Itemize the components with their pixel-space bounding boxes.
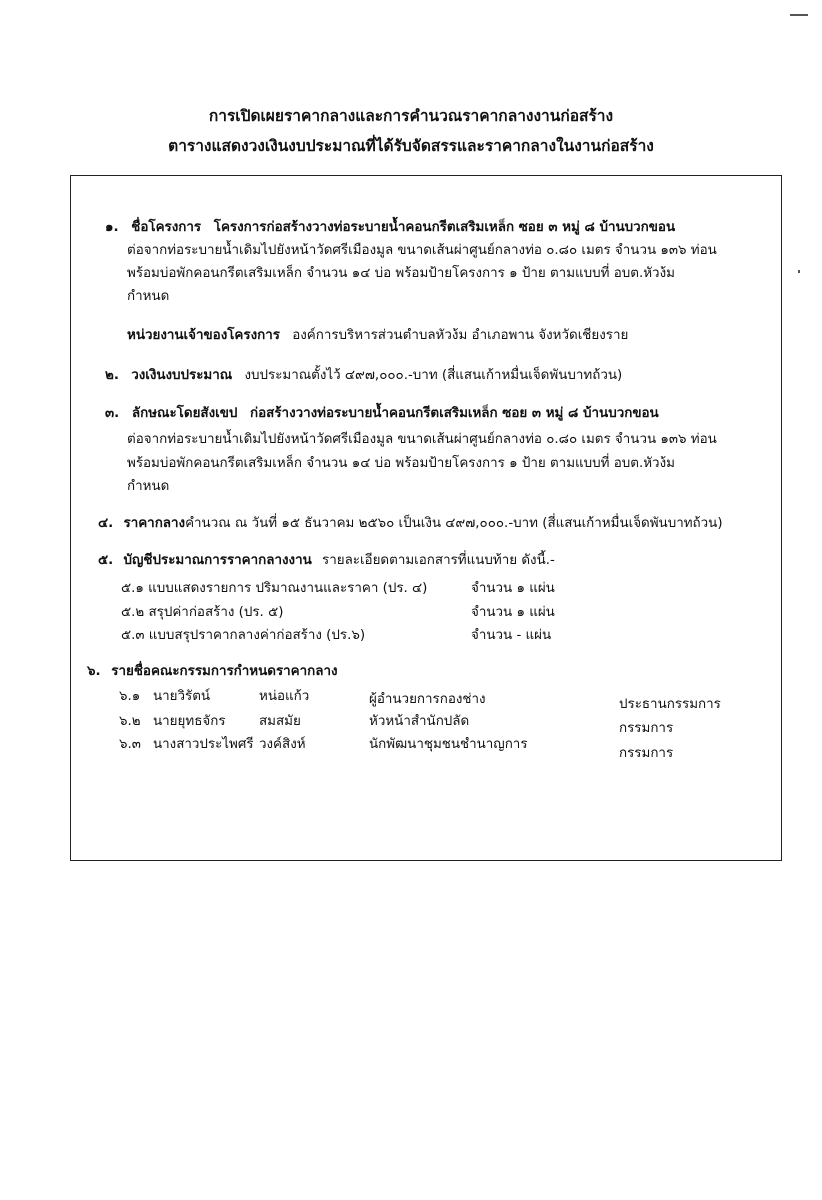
project-owner-label: หน่วยงานเจ้าของโครงการ (127, 328, 280, 343)
member-number: ๖.๒ (119, 714, 141, 729)
section-2 (105, 366, 622, 386)
member-number: ๖.๓ (119, 737, 141, 752)
member-role: ประธานกรรมการ (619, 697, 721, 712)
member-first-name: นางสาวประไพศรี (153, 737, 254, 752)
section-2-label: วงเงินงบประมาณ (131, 368, 233, 383)
section-5-value: รายละเอียดตามเอกสารที่แนบท้าย ดังนี้.- (322, 553, 555, 568)
estimate-item-qty: จำนวน ๑ แผ่น (471, 581, 555, 596)
section-3-label: ลักษณะโดยสังเขป (131, 406, 238, 421)
section-1-label: ชื่อโครงการ (131, 220, 202, 235)
member-role: กรรมการ (619, 746, 674, 761)
table-row (119, 687, 759, 715)
section-1-number: ๑. (105, 220, 119, 235)
project-owner-value: องค์การบริหารส่วนตำบลหัวง้ม อำเภอพาน จังหวัดเชียงราย (292, 328, 629, 343)
section-3-line-3: พร้อมบ่อพักคอนกรีตเสริมเหล็ก จำนวน ๑๔ บ่อ พร้อมป้ายโครงการ ๑ ป้าย ตามแบบที่ อบต.หัวง้ม (127, 456, 675, 471)
scan-mark-right-edge (798, 270, 800, 273)
member-last-name: สมสมัย (259, 714, 301, 729)
member-position: นักพัฒนาชุมชนชำนาญการ (369, 737, 528, 752)
page-title-line-1: การเปิดเผยราคากลางและการคำนวณราคากลางงานก่อสร้าง (208, 107, 614, 125)
section-2-number: ๒. (105, 368, 119, 383)
section-1-heading (105, 218, 675, 238)
list-item (121, 579, 621, 601)
section-6-label: รายชื่อคณะกรรมการกำหนดราคากลาง (111, 664, 338, 679)
section-1-line-1: โครงการก่อสร้างวางท่อระบายน้ำคอนกรีตเสริมเหล็ก ซอย ๓ หมู่ ๘ บ้านบวกขอน (213, 220, 676, 235)
section-4 (98, 514, 723, 534)
member-last-name: หน่อแก้ว (259, 689, 310, 704)
estimate-item-text: ๕.๒ สรุปค่าก่อสร้าง (ปร. ๕) (121, 605, 284, 620)
member-first-name: นายยุทธจักร (153, 714, 226, 729)
section-5-number: ๕. (98, 553, 114, 568)
member-last-name: วงค์สิงห์ (259, 737, 306, 752)
content-frame (70, 175, 782, 861)
table-row (119, 735, 759, 763)
member-position: ผู้อำนวยการกองช่าง (369, 692, 486, 707)
section-3-line-4: กำหนด (127, 479, 170, 494)
list-item (121, 626, 621, 648)
section-6-number: ๖. (87, 664, 101, 679)
estimate-item-qty: จำนวน - แผ่น (471, 628, 552, 643)
section-3-line-2: ต่อจากท่อระบายน้ำเดิมไปยังหน้าวัดศรีเมืองมูล ขนาดเส้นผ่าศูนย์กลางท่อ ๐.๘๐ เมตร จำนวน ๑๓๖ ท่อน (127, 432, 717, 447)
project-owner (127, 326, 628, 346)
section-1-line-4: กำหนด (127, 289, 170, 304)
member-first-name: นายวิรัตน์ (153, 689, 211, 704)
section-5-label: บัญชีประมาณการราคากลางงาน (123, 553, 312, 568)
section-1-line-2: ต่อจากท่อระบายน้ำเดิมไปยังหน้าวัดศรีเมืองมูล ขนาดเส้นผ่าศูนย์กลางท่อ ๐.๘๐ เมตร จำนวน ๑๓๖ ท่อน (127, 243, 717, 258)
section-4-label: ราคากลาง (123, 516, 186, 531)
section-6-heading (87, 662, 338, 682)
section-4-value: คำนวณ ณ วันที่ ๑๕ ธันวาคม ๒๕๖๐ เป็นเงิน ๔๙๗,๐๐๐.-บาท (สี่แสนเก้าหมื่นเจ็ดพันบาทถ้วน) (185, 516, 723, 531)
section-2-value: งบประมาณตั้งไว้ ๔๙๗,๐๐๐.-บาท (สี่แสนเก้าหมื่นเจ็ดพันบาทถ้วน) (244, 368, 623, 383)
section-3-number: ๓. (105, 406, 120, 421)
section-3-line-1: ก่อสร้างวางท่อระบายน้ำคอนกรีตเสริมเหล็ก ซอย ๓ หมู่ ๘ บ้านบวกขอน (250, 406, 659, 421)
estimate-item-qty: จำนวน ๑ แผ่น (471, 605, 555, 620)
section-5-heading (98, 551, 555, 571)
estimate-item-text: ๕.๑ แบบแสดงรายการ ปริมาณงานและราคา (ปร. ๔) (121, 581, 428, 596)
section-3-heading (105, 404, 659, 424)
list-item (121, 603, 621, 625)
estimate-item-text: ๕.๓ แบบสรุปราคากลางค่าก่อสร้าง (ปร.๖) (121, 628, 366, 643)
section-4-number: ๔. (98, 516, 114, 531)
member-role: กรรมการ (619, 721, 674, 736)
scan-mark-top-right (790, 14, 808, 16)
member-position: หัวหน้าสำนักปลัด (369, 714, 470, 729)
section-1-line-3: พร้อมบ่อพักคอนกรีตเสริมเหล็ก จำนวน ๑๔ บ่อ พร้อมป้ายโครงการ ๑ ป้าย ตามแบบที่ อบต.หัวง้ม (127, 266, 675, 281)
member-number: ๖.๑ (119, 689, 141, 704)
page-title-line-2: ตารางแสดงวงเงินงบประมาณที่ได้รับจัดสรรและราคากลางในงานก่อสร้าง (168, 137, 654, 155)
